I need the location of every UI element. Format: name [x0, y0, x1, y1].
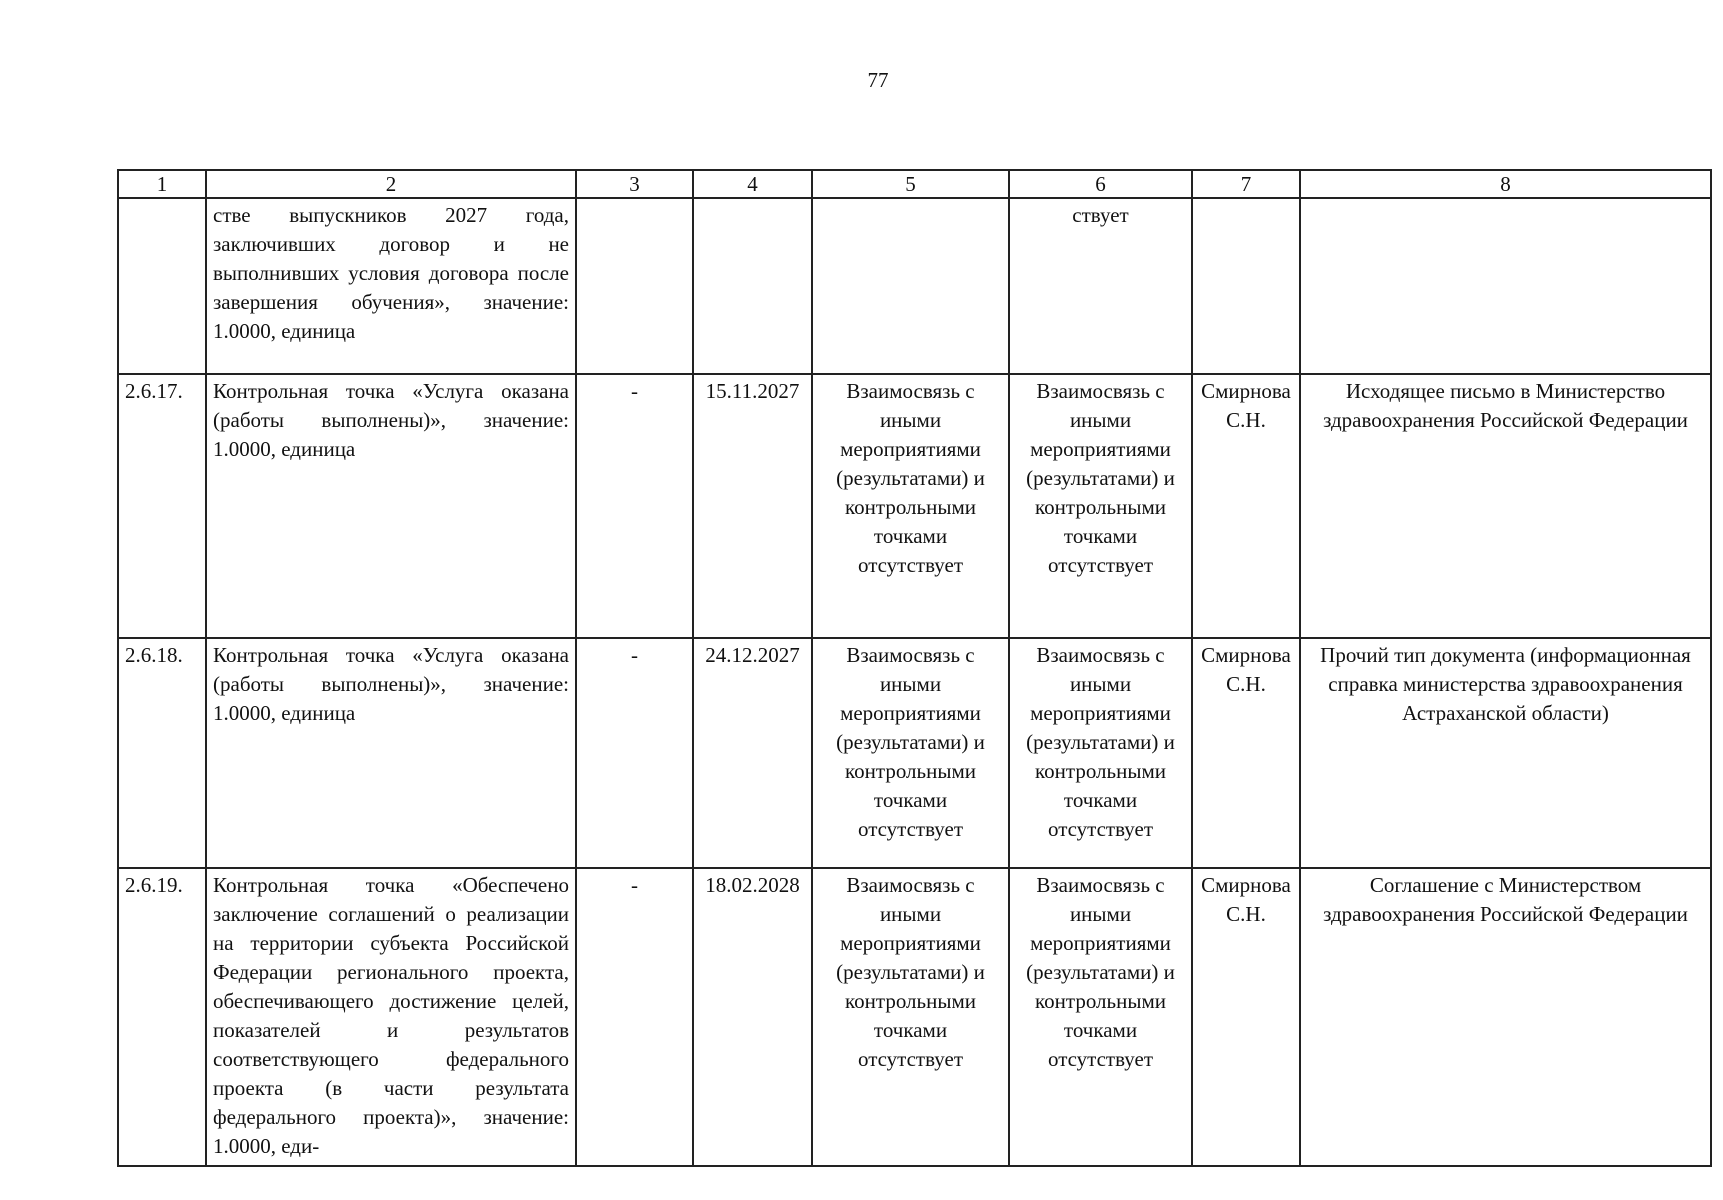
cell-col6: ствует [1009, 198, 1192, 374]
column-header-5: 5 [812, 170, 1009, 198]
table-row [118, 868, 1711, 1166]
header-row [118, 170, 1711, 198]
cell-responsible [1192, 198, 1300, 374]
cell-col3: - [576, 868, 693, 1166]
data-table [117, 169, 1712, 1167]
cell-date: 18.02.2028 [693, 868, 812, 1166]
column-header-3: 3 [576, 170, 693, 198]
cell-description: стве выпускников 2027 года, заключивших договор и не выполнивших условия договора после завершения обучения», значение: 1.0000, единица [206, 198, 576, 374]
cell-col6: Взаимосвязь с иными мероприятиями (результатами) и контрольными точками отсутствует [1009, 374, 1192, 638]
column-header-2: 2 [206, 170, 576, 198]
cell-number: 2.6.17. [118, 374, 206, 638]
cell-col5 [812, 198, 1009, 374]
column-header-1: 1 [118, 170, 206, 198]
table-row [118, 198, 1711, 374]
cell-number [118, 198, 206, 374]
cell-document: Соглашение с Министерством здравоохранения Российской Федерации [1300, 868, 1711, 1166]
cell-description: Контрольная точка «Обеспечено заключение соглашений о реализации на территории субъекта Российской Федерации регионального проекта, обеспечивающего достижение целей, показателей и результатов соответствующего федерального проекта (в части результата федерального проекта)», значение: 1.0000, еди- [206, 868, 576, 1166]
cell-date [693, 198, 812, 374]
cell-number: 2.6.18. [118, 638, 206, 868]
cell-document: Прочий тип документа (информационная справка министерства здравоохранения Астраханской области) [1300, 638, 1711, 868]
table-row [118, 374, 1711, 638]
cell-col3 [576, 198, 693, 374]
cell-date: 24.12.2027 [693, 638, 812, 868]
table-row [118, 638, 1711, 868]
cell-col3: - [576, 374, 693, 638]
column-header-7: 7 [1192, 170, 1300, 198]
cell-document: Исходящее письмо в Министерство здравоохранения Российской Федерации [1300, 374, 1711, 638]
column-header-6: 6 [1009, 170, 1192, 198]
column-header-8: 8 [1300, 170, 1711, 198]
cell-responsible: Смирнова С.Н. [1192, 638, 1300, 868]
cell-col6: Взаимосвязь с иными мероприятиями (результатами) и контрольными точками отсутствует [1009, 638, 1192, 868]
cell-col3: - [576, 638, 693, 868]
cell-col5: Взаимосвязь с иными мероприятиями (результатами) и контрольными точками отсутствует [812, 374, 1009, 638]
cell-description: Контрольная точка «Услуга оказана (работы выполнены)», значение: 1.0000, единица [206, 374, 576, 638]
cell-document [1300, 198, 1711, 374]
cell-responsible: Смирнова С.Н. [1192, 374, 1300, 638]
cell-col6: Взаимосвязь с иными мероприятиями (результатами) и контрольными точками отсутствует [1009, 868, 1192, 1166]
column-header-4: 4 [693, 170, 812, 198]
cell-date: 15.11.2027 [693, 374, 812, 638]
page-number: 77 [867, 68, 889, 92]
cell-col5: Взаимосвязь с иными мероприятиями (результатами) и контрольными точками отсутствует [812, 868, 1009, 1166]
cell-number: 2.6.19. [118, 868, 206, 1166]
cell-col5: Взаимосвязь с иными мероприятиями (результатами) и контрольными точками отсутствует [812, 638, 1009, 868]
cell-description: Контрольная точка «Услуга оказана (работы выполнены)», значение: 1.0000, единица [206, 638, 576, 868]
cell-responsible: Смирнова С.Н. [1192, 868, 1300, 1166]
